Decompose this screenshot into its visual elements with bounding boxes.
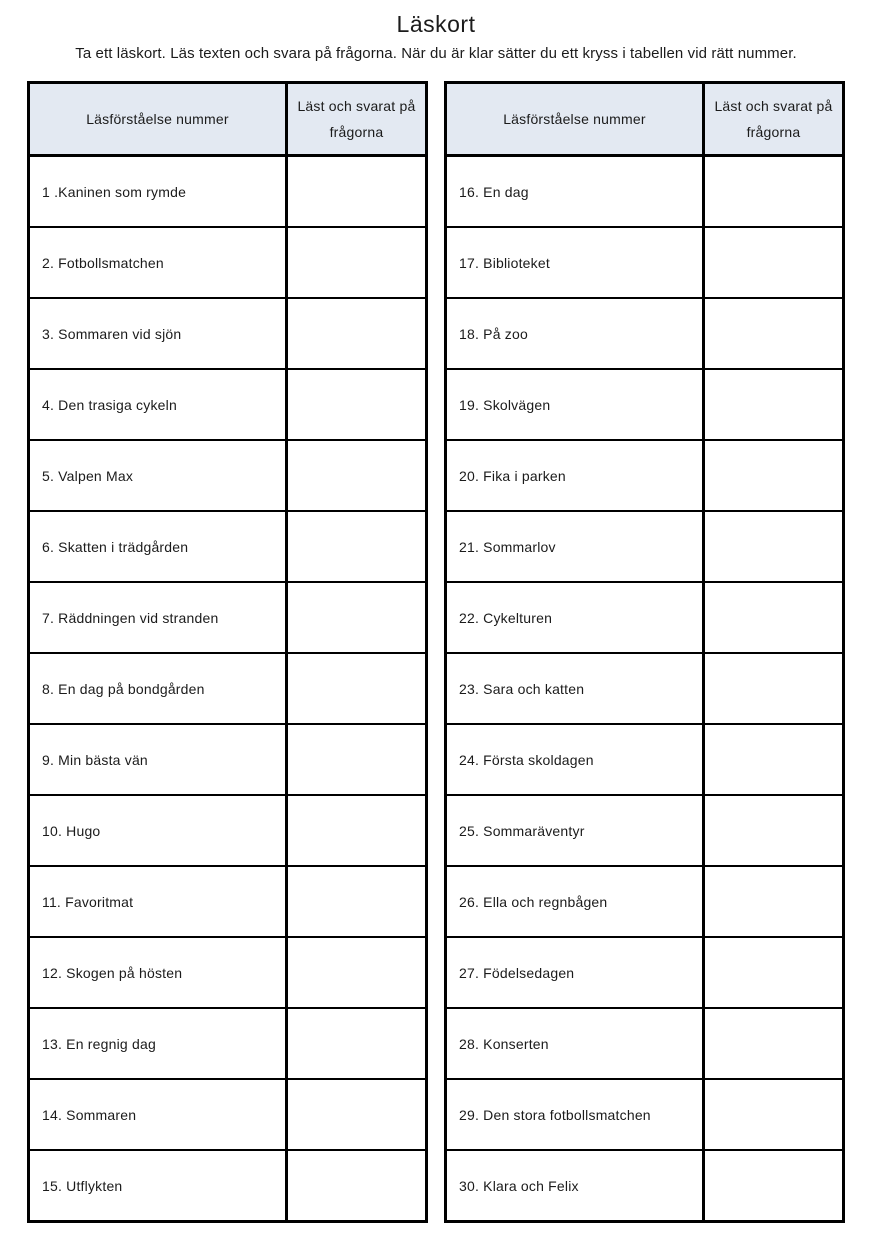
table-row: [29, 1079, 427, 1150]
table-row: [29, 724, 427, 795]
table-row: [446, 227, 844, 298]
table-row: [446, 582, 844, 653]
checkbox-cell: [286, 1008, 426, 1079]
reading-title-cell: 17. Biblioteket: [446, 227, 704, 298]
table-row: [29, 511, 427, 582]
reading-title-cell: 27. Födelsedagen: [446, 937, 704, 1008]
reading-title-cell: 8. En dag på bondgården: [29, 653, 287, 724]
checkbox-cell: [703, 582, 843, 653]
table-row: [29, 440, 427, 511]
checkbox-cell: [703, 937, 843, 1008]
reading-title-cell: 9. Min bästa vän: [29, 724, 287, 795]
table-row: [446, 1150, 844, 1222]
checkbox-cell: [703, 511, 843, 582]
table-row: [29, 298, 427, 369]
reading-table-right: [444, 81, 845, 1223]
table-row: [446, 440, 844, 511]
tables-container: [0, 81, 872, 1223]
table-row: [446, 1079, 844, 1150]
reading-title-cell: 25. Sommaräventyr: [446, 795, 704, 866]
checkbox-cell: [286, 511, 426, 582]
checkbox-cell: [286, 369, 426, 440]
checkbox-cell: [286, 227, 426, 298]
reading-table-left: [27, 81, 428, 1223]
reading-title-cell: 19. Skolvägen: [446, 369, 704, 440]
reading-title-cell: 22. Cykelturen: [446, 582, 704, 653]
table-row: [29, 795, 427, 866]
checkbox-cell: [286, 1150, 426, 1222]
table-row: [29, 1150, 427, 1222]
table-row: [446, 653, 844, 724]
table-row: [446, 795, 844, 866]
reading-title-cell: 16. En dag: [446, 156, 704, 228]
table-row: [29, 156, 427, 228]
table-row: [29, 369, 427, 440]
table-row: [446, 866, 844, 937]
reading-title-cell: 18. På zoo: [446, 298, 704, 369]
table-row: [29, 866, 427, 937]
column-header-done: Läst och svarat på frågorna: [703, 83, 843, 156]
reading-title-cell: 29. Den stora fotbollsmatchen: [446, 1079, 704, 1150]
reading-title-cell: 11. Favoritmat: [29, 866, 287, 937]
table-row: [446, 298, 844, 369]
table-row: [29, 653, 427, 724]
reading-title-cell: 5. Valpen Max: [29, 440, 287, 511]
table-row: [446, 1008, 844, 1079]
reading-title-cell: 4. Den trasiga cykeln: [29, 369, 287, 440]
table-body-left: [29, 156, 427, 1222]
checkbox-cell: [286, 724, 426, 795]
reading-title-cell: 24. Första skoldagen: [446, 724, 704, 795]
checkbox-cell: [286, 1079, 426, 1150]
checkbox-cell: [703, 227, 843, 298]
checkbox-cell: [286, 582, 426, 653]
table-row: [29, 227, 427, 298]
table-row: [29, 1008, 427, 1079]
instructions-text: Ta ett läskort. Läs texten och svara på frågorna. När du är klar sätter du ett kryss i tabellen vid rätt nummer.: [75, 45, 797, 62]
table-row: [29, 937, 427, 1008]
reading-title-cell: 12. Skogen på hösten: [29, 937, 287, 1008]
checkbox-cell: [703, 1079, 843, 1150]
checkbox-cell: [286, 298, 426, 369]
reading-title-cell: 10. Hugo: [29, 795, 287, 866]
checkbox-cell: [286, 653, 426, 724]
table-body-right: [446, 156, 844, 1222]
reading-title-cell: 13. En regnig dag: [29, 1008, 287, 1079]
checkbox-cell: [286, 866, 426, 937]
checkbox-cell: [286, 440, 426, 511]
table-row: [446, 369, 844, 440]
header-row: [446, 83, 844, 156]
reading-title-cell: 30. Klara och Felix: [446, 1150, 704, 1222]
checkbox-cell: [703, 653, 843, 724]
reading-title-cell: 15. Utflykten: [29, 1150, 287, 1222]
page-title: Läskort: [396, 11, 476, 37]
table-row: [29, 582, 427, 653]
reading-title-cell: 20. Fika i parken: [446, 440, 704, 511]
table-row: [446, 156, 844, 228]
reading-title-cell: 1 .Kaninen som rymde: [29, 156, 287, 228]
column-header-number: Läsförståelse nummer: [446, 83, 704, 156]
checkbox-cell: [286, 795, 426, 866]
checkbox-cell: [703, 795, 843, 866]
checkbox-cell: [703, 866, 843, 937]
checkbox-cell: [286, 156, 426, 228]
checkbox-cell: [286, 937, 426, 1008]
reading-title-cell: 21. Sommarlov: [446, 511, 704, 582]
checkbox-cell: [703, 1150, 843, 1222]
column-header-number: Läsförståelse nummer: [29, 83, 287, 156]
checkbox-cell: [703, 440, 843, 511]
reading-title-cell: 14. Sommaren: [29, 1079, 287, 1150]
reading-title-cell: 28. Konserten: [446, 1008, 704, 1079]
table-row: [446, 511, 844, 582]
checkbox-cell: [703, 1008, 843, 1079]
reading-title-cell: 6. Skatten i trädgården: [29, 511, 287, 582]
checkbox-cell: [703, 298, 843, 369]
checkbox-cell: [703, 369, 843, 440]
reading-title-cell: 3. Sommaren vid sjön: [29, 298, 287, 369]
table-row: [446, 937, 844, 1008]
checkbox-cell: [703, 156, 843, 228]
checkbox-cell: [703, 724, 843, 795]
reading-title-cell: 26. Ella och regnbågen: [446, 866, 704, 937]
column-header-done: Läst och svarat på frågorna: [286, 83, 426, 156]
reading-title-cell: 2. Fotbollsmatchen: [29, 227, 287, 298]
header-row: [29, 83, 427, 156]
reading-title-cell: 23. Sara och katten: [446, 653, 704, 724]
reading-title-cell: 7. Räddningen vid stranden: [29, 582, 287, 653]
table-row: [446, 724, 844, 795]
